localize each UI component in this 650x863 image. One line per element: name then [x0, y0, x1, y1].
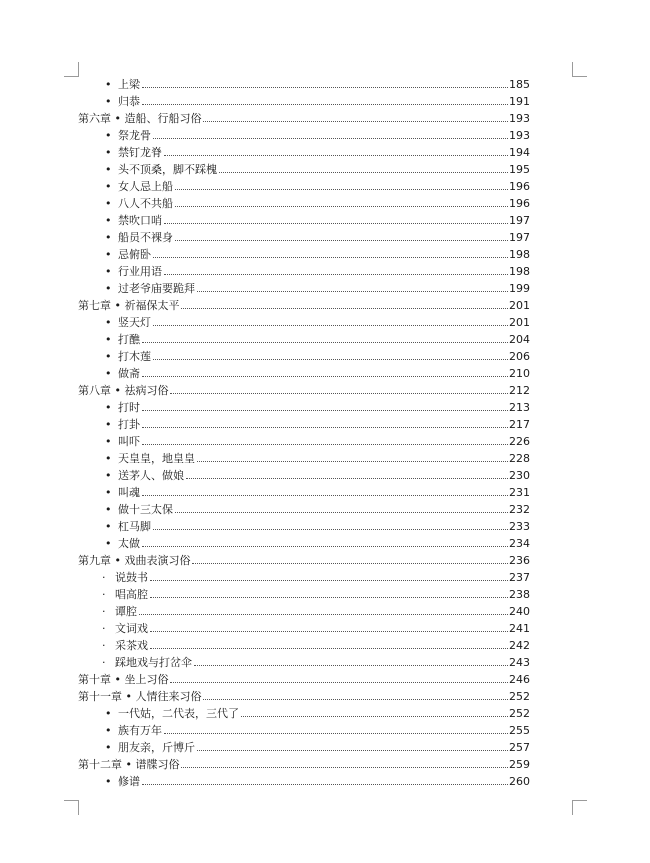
toc-entry-label: 做十三太保 [118, 503, 173, 516]
toc-chapter-row[interactable] [78, 380, 530, 397]
bullet-icon: • [105, 129, 112, 142]
bullet-icon: • [105, 231, 112, 244]
dot-leader [192, 563, 508, 564]
bullet-icon: • [105, 486, 112, 499]
toc-page-number: 237 [509, 571, 530, 584]
toc-entry-label: 修谱 [118, 775, 140, 788]
dot-leader [164, 733, 508, 734]
dot-leader [170, 393, 508, 394]
bullet-icon: • [105, 146, 112, 159]
toc-entry-row[interactable] [78, 584, 530, 601]
dot-leader [186, 478, 508, 479]
toc-entry-row[interactable] [78, 329, 530, 346]
toc-page-number: 185 [509, 78, 530, 91]
dot-leader [203, 121, 508, 122]
toc-entry-label: 唱高腔 [115, 588, 148, 601]
toc-entry-row[interactable] [78, 567, 530, 584]
toc-page-number: 217 [509, 418, 530, 431]
dot-leader [142, 104, 508, 105]
dot-leader [153, 138, 508, 139]
toc-entry-row[interactable] [78, 652, 530, 669]
toc-page-number: 204 [509, 333, 530, 346]
toc-page-number: 241 [509, 622, 530, 635]
toc-page-number: 201 [509, 299, 530, 312]
dot-leader [142, 342, 508, 343]
dot-leader [164, 155, 508, 156]
toc-page-number: 193 [509, 129, 530, 142]
toc-page-number: 226 [509, 435, 530, 448]
toc-entry-label: 第六章 • 造船、行船习俗 [78, 112, 202, 125]
bullet-icon: · [102, 656, 106, 669]
toc-page-number: 238 [509, 588, 530, 601]
toc-entry-row[interactable] [78, 176, 530, 193]
dot-leader [164, 274, 508, 275]
toc-entry-row[interactable] [78, 261, 530, 278]
dot-leader [175, 189, 508, 190]
toc-page-number: 198 [509, 248, 530, 261]
bullet-icon: • [105, 401, 112, 414]
bullet-icon: • [105, 350, 112, 363]
toc-entry-label: 打时 [118, 401, 140, 414]
bullet-icon: · [102, 588, 106, 601]
toc-page-number: 231 [509, 486, 530, 499]
toc-entry-label: 杠马脚 [118, 520, 151, 533]
toc-entry-row[interactable] [78, 363, 530, 380]
dot-leader [142, 427, 508, 428]
bullet-icon: • [105, 180, 112, 193]
crop-mark-bottom-right [572, 800, 587, 815]
toc-entry-label: 头不顶桑，脚不踩槐 [118, 163, 217, 176]
toc-entry-row[interactable] [78, 346, 530, 363]
dot-leader [142, 784, 508, 785]
toc-entry-label: 踩地戏与打岔伞 [115, 656, 192, 669]
bullet-icon: • [105, 724, 112, 737]
bullet-icon: · [102, 622, 106, 635]
dot-leader [142, 444, 508, 445]
toc-entry-label: 第八章 • 祛病习俗 [78, 384, 169, 397]
toc-page-number: 257 [509, 741, 530, 754]
bullet-icon: • [105, 520, 112, 533]
toc-entry-row[interactable] [78, 91, 530, 108]
toc-entry-row[interactable] [78, 414, 530, 431]
bullet-icon: • [105, 435, 112, 448]
dot-leader [175, 206, 508, 207]
toc-chapter-row[interactable] [78, 669, 530, 686]
toc-page-number: 260 [509, 775, 530, 788]
dot-leader [170, 682, 508, 683]
toc-entry-label: 第十二章 • 谱牒习俗 [78, 758, 180, 771]
toc-page-number: 191 [509, 95, 530, 108]
toc-entry-label: 竖天灯 [118, 316, 151, 329]
dot-leader [153, 529, 508, 530]
bullet-icon: • [105, 316, 112, 329]
crop-mark-top-right [572, 62, 587, 77]
bullet-icon: · [102, 639, 106, 652]
toc-entry-label: 归恭 [118, 95, 140, 108]
toc-entry-label: 打卦 [118, 418, 140, 431]
dot-leader [219, 172, 508, 173]
toc-entry-row[interactable] [78, 465, 530, 482]
toc-page-number: 233 [509, 520, 530, 533]
toc-entry-label: 文词戏 [115, 622, 148, 635]
bullet-icon: • [105, 775, 112, 788]
toc-entry-label: 族有万年 [118, 724, 162, 737]
toc-entry-row[interactable] [78, 125, 530, 142]
toc-page-number: 234 [509, 537, 530, 550]
toc-entry-row[interactable] [78, 397, 530, 414]
toc-entry-label: 叫魂 [118, 486, 140, 499]
toc-entry-row[interactable] [78, 771, 530, 788]
toc-entry-label: 一代姑，二代表，三代了 [118, 707, 239, 720]
toc-entry-row[interactable] [78, 159, 530, 176]
bullet-icon: • [105, 418, 112, 431]
toc-chapter-row[interactable] [78, 108, 530, 125]
toc-entry-label: 祭龙骨 [118, 129, 151, 142]
dot-leader [142, 495, 508, 496]
table-of-contents [78, 74, 530, 788]
bullet-icon: • [105, 367, 112, 380]
bullet-icon: • [105, 197, 112, 210]
toc-page-number: 236 [509, 554, 530, 567]
toc-page-number: 193 [509, 112, 530, 125]
toc-page-number: 255 [509, 724, 530, 737]
toc-entry-label: 第十章 • 坐上习俗 [78, 673, 169, 686]
dot-leader [153, 359, 508, 360]
toc-page-number: 199 [509, 282, 530, 295]
bullet-icon: • [105, 248, 112, 261]
bullet-icon: • [105, 265, 112, 278]
toc-entry-row[interactable] [78, 278, 530, 295]
dot-leader [164, 223, 508, 224]
toc-entry-label: 禁吹口哨 [118, 214, 162, 227]
toc-page-number: 195 [509, 163, 530, 176]
toc-entry-label: 第九章 • 戏曲表演习俗 [78, 554, 191, 567]
dot-leader [203, 699, 508, 700]
toc-entry-label: 采茶戏 [115, 639, 148, 652]
bullet-icon: • [105, 78, 112, 91]
bullet-icon: • [105, 95, 112, 108]
toc-page-number: 252 [509, 707, 530, 720]
bullet-icon: • [105, 282, 112, 295]
toc-entry-label: 禁钉龙脊 [118, 146, 162, 159]
dot-leader [181, 767, 508, 768]
toc-entry-row[interactable] [78, 635, 530, 652]
bullet-icon: · [102, 571, 106, 584]
crop-mark-top-left [64, 62, 79, 77]
toc-entry-label: 过老爷庙要跪拜 [118, 282, 195, 295]
dot-leader [194, 665, 508, 666]
toc-page-number: 196 [509, 197, 530, 210]
bullet-icon: • [105, 163, 112, 176]
dot-leader [150, 631, 508, 632]
toc-entry-label: 上梁 [118, 78, 140, 91]
toc-page-number: 246 [509, 673, 530, 686]
toc-entry-row[interactable] [78, 431, 530, 448]
toc-page-number: 213 [509, 401, 530, 414]
toc-entry-row[interactable] [78, 601, 530, 618]
toc-entry-label: 做斋 [118, 367, 140, 380]
toc-entry-label: 船员不裸身 [118, 231, 173, 244]
toc-entry-row[interactable] [78, 244, 530, 261]
bullet-icon: • [105, 214, 112, 227]
toc-entry-label: 送茅人、做娘 [118, 469, 184, 482]
toc-entry-row[interactable] [78, 193, 530, 210]
toc-entry-label: 谭腔 [115, 605, 137, 618]
toc-entry-label: 天皇皇，地皇皇 [118, 452, 195, 465]
toc-entry-row[interactable] [78, 703, 530, 720]
dot-leader [139, 614, 508, 615]
toc-page-number: 196 [509, 180, 530, 193]
toc-page-number: 197 [509, 231, 530, 244]
bullet-icon: • [105, 333, 112, 346]
toc-page-number: 242 [509, 639, 530, 652]
toc-entry-label: 说鼓书 [115, 571, 148, 584]
toc-entry-row[interactable] [78, 482, 530, 499]
toc-chapter-row[interactable] [78, 686, 530, 703]
dot-leader [197, 291, 508, 292]
toc-page-number: 230 [509, 469, 530, 482]
toc-entry-label: 叫吓 [118, 435, 140, 448]
toc-entry-label: 太做 [118, 537, 140, 550]
toc-entry-row[interactable] [78, 737, 530, 754]
toc-page-number: 232 [509, 503, 530, 516]
dot-leader [197, 750, 508, 751]
toc-entry-label: 女人忌上船 [118, 180, 173, 193]
toc-entry-row[interactable] [78, 210, 530, 227]
toc-chapter-row[interactable] [78, 754, 530, 771]
bullet-icon: • [105, 741, 112, 754]
toc-page-number: 259 [509, 758, 530, 771]
dot-leader [150, 580, 508, 581]
toc-page-number: 206 [509, 350, 530, 363]
toc-entry-row[interactable] [78, 516, 530, 533]
toc-page-number: 228 [509, 452, 530, 465]
toc-entry-label: 打醮 [118, 333, 140, 346]
toc-page-number: 212 [509, 384, 530, 397]
dot-leader [153, 325, 508, 326]
toc-entry-row[interactable] [78, 227, 530, 244]
toc-entry-label: 行业用语 [118, 265, 162, 278]
toc-entry-row[interactable] [78, 720, 530, 737]
toc-entry-row[interactable] [78, 499, 530, 516]
toc-page-number: 210 [509, 367, 530, 380]
dot-leader [153, 257, 508, 258]
toc-entry-row[interactable] [78, 448, 530, 465]
toc-chapter-row[interactable] [78, 295, 530, 312]
toc-page-number: 252 [509, 690, 530, 703]
bullet-icon: · [102, 605, 106, 618]
toc-entry-label: 八人不共船 [118, 197, 173, 210]
toc-entry-row[interactable] [78, 312, 530, 329]
toc-entry-row[interactable] [78, 142, 530, 159]
crop-mark-bottom-left [64, 800, 79, 815]
dot-leader [142, 376, 508, 377]
bullet-icon: • [105, 537, 112, 550]
dot-leader [175, 240, 508, 241]
dot-leader [241, 716, 508, 717]
dot-leader [142, 546, 508, 547]
dot-leader [150, 597, 508, 598]
dot-leader [197, 461, 508, 462]
toc-page-number: 198 [509, 265, 530, 278]
toc-page-number: 197 [509, 214, 530, 227]
toc-entry-row[interactable] [78, 74, 530, 91]
toc-page-number: 194 [509, 146, 530, 159]
toc-page-number: 243 [509, 656, 530, 669]
toc-entry-label: 第十一章 • 人情往来习俗 [78, 690, 202, 703]
dot-leader [175, 512, 508, 513]
toc-page-number: 201 [509, 316, 530, 329]
toc-entry-label: 忌俯卧 [118, 248, 151, 261]
toc-entry-label: 打木莲 [118, 350, 151, 363]
toc-entry-row[interactable] [78, 618, 530, 635]
dot-leader [181, 308, 508, 309]
bullet-icon: • [105, 503, 112, 516]
toc-entry-label: 朋友亲，斤博斤 [118, 741, 195, 754]
dot-leader [150, 648, 508, 649]
bullet-icon: • [105, 707, 112, 720]
dot-leader [142, 87, 508, 88]
toc-chapter-row[interactable] [78, 550, 530, 567]
bullet-icon: • [105, 469, 112, 482]
bullet-icon: • [105, 452, 112, 465]
dot-leader [142, 410, 508, 411]
toc-page-number: 240 [509, 605, 530, 618]
toc-entry-label: 第七章 • 祈福保太平 [78, 299, 180, 312]
toc-entry-row[interactable] [78, 533, 530, 550]
